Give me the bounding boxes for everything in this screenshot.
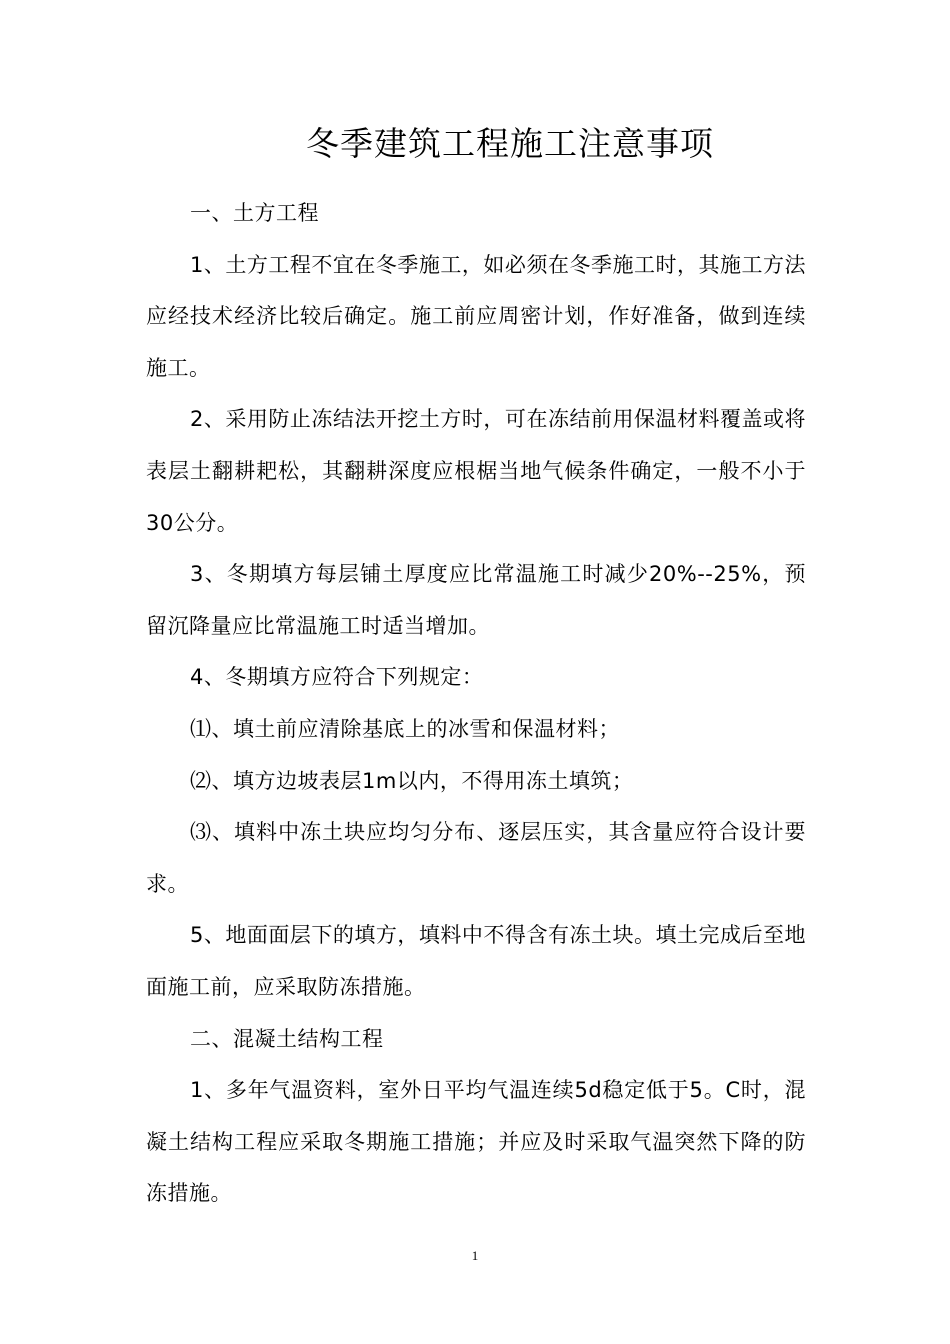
paragraph-earthwork-1: 1、土方工程不宜在冬季施工，如必须在冬季施工时，其施工方法应经技术经济比较后确定。施工前应周密计划，作好准备，做到连续施工。 — [146, 252, 806, 380]
list-item-rule-1: ⑴、填土前应清除基底上的冰雪和保温材料； — [190, 716, 620, 741]
paragraph-earthwork-5: 5、地面面层下的填方，填料中不得含有冻土块。填土完成后至地面施工前，应采取防冻措施。 — [146, 923, 806, 999]
paragraph-earthwork-4: 4、冬期填方应符合下列规定： — [190, 665, 484, 690]
paragraph-earthwork-3: 3、冬期填方每层铺土厚度应比常温施工时减少20%--25%，预留沉降量应比常温施工时适当增加。 — [146, 562, 806, 638]
list-item-rule-2: ⑵、填方边坡表层1m以内，不得用冻土填筑； — [190, 768, 634, 793]
paragraph-concrete-1: 1、多年气温资料，室外日平均气温连续5d稳定低于5。C时，混凝土结构工程应采取冬期施工措施；并应及时采取气温突然下降的防冻措施。 — [146, 1078, 806, 1206]
page-number: 1 — [471, 1248, 479, 1263]
section-heading-concrete: 二、混凝土结构工程 — [190, 1026, 384, 1051]
document-body — [146, 188, 806, 1220]
list-item-rule-3: ⑶、填料中冻土块应均匀分布、逐层压实，其含量应符合设计要求。 — [146, 820, 806, 896]
document-title: 冬季建筑工程施工注意事项 — [306, 124, 714, 163]
paragraph-earthwork-2: 2、采用防止冻结法开挖土方时，可在冻结前用保温材料覆盖或将表层土翻耕耙松，其翻耕深度应根椐当地气候条件确定，一般不小于30公分。 — [146, 407, 806, 535]
section-heading-earthwork: 一、土方工程 — [190, 201, 319, 225]
